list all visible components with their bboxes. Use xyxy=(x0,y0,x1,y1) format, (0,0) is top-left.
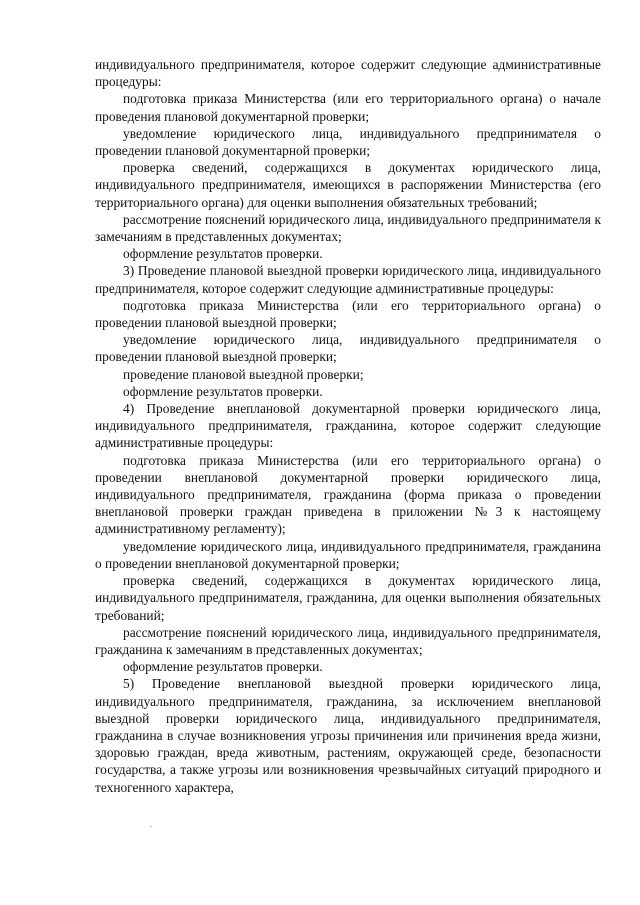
paragraph: 4) Проведение внеплановой документарной проверки юридического лица, индивидуального предпринимателя, гражданина, которое содержит следующие административные процедуры: xyxy=(95,401,601,451)
paragraph: рассмотрение пояснений юридического лица, индивидуального предпринимателя к замечаниям в представленных документах; xyxy=(95,211,601,245)
paragraph: уведомление юридического лица, индивидуального предпринимателя о проведении плановой документарной проверки; xyxy=(95,125,601,159)
paragraph: проверка сведений, содержащихся в документах юридического лица, индивидуального предпринимателя, имеющихся в распоряжении Министерства (его территориального органа) для оценки выполнения обязательных требований; xyxy=(95,160,601,210)
paragraph: 3) Проведение плановой выездной проверки юридического лица, индивидуального предпринимателя, которое содержит следующие административные процедуры: xyxy=(95,263,601,296)
paragraph: подготовка приказа Министерства (или его территориального органа) о проведении внеплановой документарной проверки юридического лица, индивидуального предпринимателя, гражданина (форма приказа о проведении внеплановой проверки граждан приведена в приложении №3 к настоящему административному регламенту); xyxy=(95,452,601,537)
paragraph: оформление результатов проверки. xyxy=(123,383,323,399)
paragraph: 5) Проведение внеплановой выездной проверки юридического лица, индивидуального предпринимателя, гражданина, за исключением внеплановой выездной проверки юридического лица, индивидуального предпринимателя, гражданина в случае возникновения угрозы причинения или причинения вреда жизни, здоровью граждан, вреда животным, растениям, окружающей среде, безопасности государства, а также угрозы или возникновения чрезвычайных ситуаций природного и техногенного характера, xyxy=(95,676,601,795)
paragraph: оформление результатов проверки. xyxy=(123,246,323,262)
paragraph: рассмотрение пояснений юридического лица, индивидуального предпринимателя, гражданина к замечаниям в представленных документах; xyxy=(95,624,601,657)
paragraph: оформление результатов проверки. xyxy=(123,659,323,675)
paragraph: подготовка приказа Министерства (или его территориального органа) о начале проведения плановой документарной проверки; xyxy=(95,91,601,124)
paragraph: уведомление юридического лица, индивидуального предпринимателя, гражданина о проведении внеплановой документарной проверки; xyxy=(95,538,601,571)
scan-speck xyxy=(150,826,152,827)
paragraph: уведомление юридического лица, индивидуального предпринимателя о проведении плановой выездной проверки; xyxy=(95,332,601,365)
paragraph: проведение плановой выездной проверки; xyxy=(123,366,364,382)
document-page xyxy=(95,56,601,796)
paragraph: проверка сведений, содержащихся в документах юридического лица, индивидуального предпринимателя, гражданина, для оценки выполнения обязательных требований; xyxy=(95,573,601,623)
paragraph: подготовка приказа Министерства (или его территориального органа) о проведении плановой выездной проверки; xyxy=(95,297,601,331)
paragraph: индивидуального предпринимателя, которое содержит следующие административные процедуры: xyxy=(95,57,601,90)
